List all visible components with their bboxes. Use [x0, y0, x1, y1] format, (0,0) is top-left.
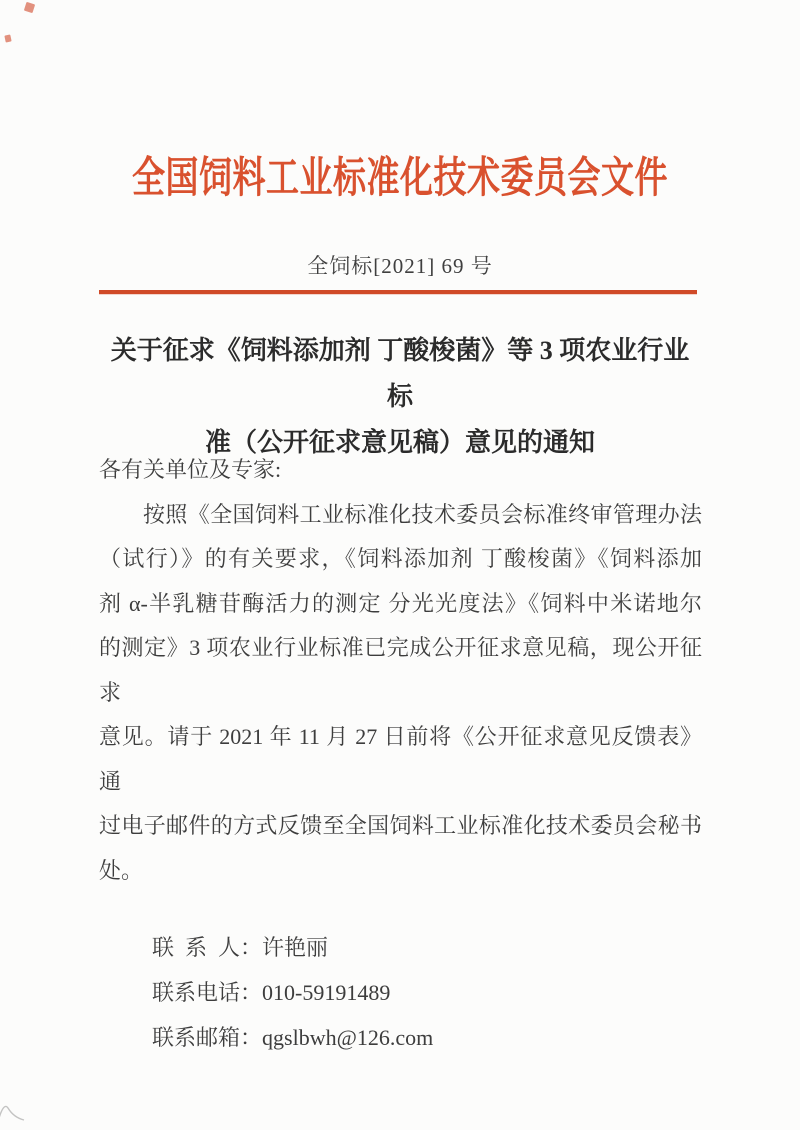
letterhead-title: 全国饲料工业标准化技术委员会文件 — [132, 151, 668, 203]
body-paragraph-line: 过电子邮件的方式反馈至全国饲料工业标准化技术委员会秘书 — [99, 813, 702, 838]
red-separator-line — [99, 290, 697, 294]
body-paragraph-line: 剂 α-半乳糖苷酶活力的测定 分光光度法》《饲料中米诺地尔 — [99, 590, 702, 616]
contact-block — [99, 925, 702, 1060]
scan-artifact — [24, 2, 35, 13]
contact-email-value: qgslbwh@126.com — [262, 1025, 434, 1050]
scan-artifact-pen-mark — [0, 1094, 28, 1130]
body-paragraph-line: （试行）》的有关要求，《饲料添加剂 丁酸梭菌》《饲料添加 — [99, 546, 702, 571]
contact-person-label: 联 系 人： — [152, 935, 263, 960]
scan-artifact — [4, 34, 11, 42]
contact-person-value: 许艳丽 — [262, 935, 329, 960]
contact-phone-label: 联系电话： — [152, 980, 263, 1005]
document-title-line-2: 准（公开征求意见稿）意见的通知 — [204, 428, 595, 457]
body-paragraph-line: 意见。请于 2021 年 11 月 27 日前将《公开征求意见反馈表》通 — [99, 724, 702, 794]
body-paragraph-line: 按照《全国饲料工业标准化技术委员会标准终审管理办法 — [143, 501, 702, 527]
contact-phone-row — [152, 970, 702, 1015]
body-paragraph-line: 的测定》3 项农业行业标准已完成公开征求意见稿，现公开征求 — [99, 635, 702, 705]
contact-phone-value: 010-59191489 — [262, 980, 391, 1005]
contact-email-row — [152, 1015, 702, 1060]
document-title — [100, 328, 700, 466]
body-paragraph-line: 处。 — [99, 857, 144, 883]
salutation: 各有关单位及专家: — [99, 457, 282, 482]
contact-person-row — [152, 925, 702, 970]
document-title-line-1: 关于征求《饲料添加剂 丁酸梭菌》等 3 项农业行业标 — [110, 336, 690, 411]
document-body — [99, 448, 702, 1060]
contact-email-label: 联系邮箱： — [152, 1025, 263, 1050]
document-number: 全饲标[2021] 69 号 — [307, 254, 493, 278]
